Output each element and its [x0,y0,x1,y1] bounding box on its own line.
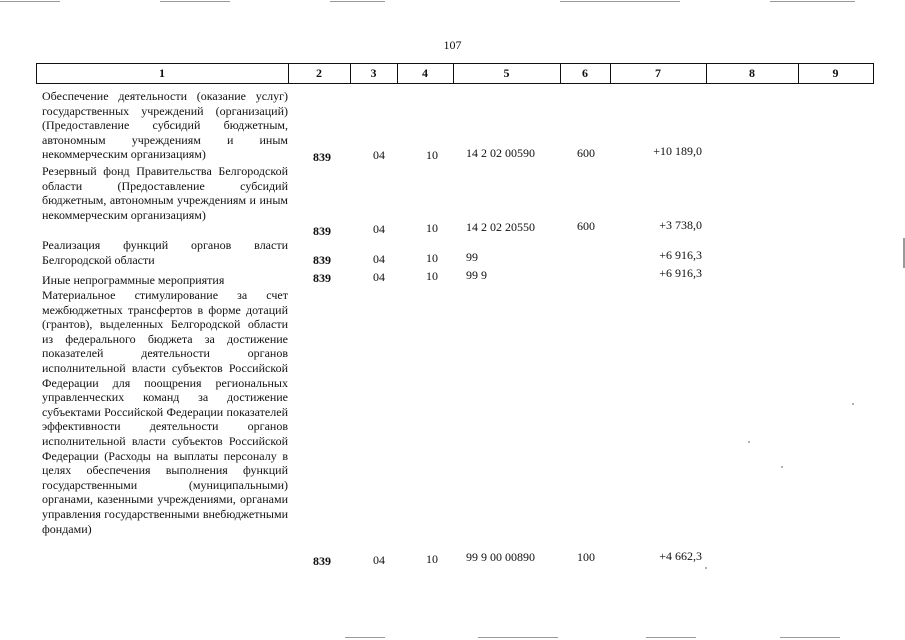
row-section: 04 [373,222,385,236]
row-subsection: 10 [426,552,438,566]
scan-edge-mark [345,637,385,638]
header-bottom-rule [36,83,874,84]
row-admin-code: 839 [313,224,331,238]
row-amount: +4 662,3 [659,549,702,563]
row-subsection: 10 [426,251,438,265]
scan-edge-mark [780,637,840,638]
scan-speck [705,567,707,569]
row-amount: +3 738,0 [659,218,702,232]
table-header [36,63,874,83]
row-description: Иные непрограммные мероприятия [42,273,225,287]
column-header-6: 6 [582,66,588,80]
row-section: 04 [373,553,385,567]
row-description: Обеспечение деятельности (оказание услуг) государственных учреждений (организаций) (Предоставление субсидий бюджетным, автономным учреждениям и иным некоммерческим организациям) [42,89,288,162]
row-amount: +10 189,0 [653,144,702,158]
row-admin-code: 839 [313,554,331,568]
column-header-1: 1 [159,66,165,80]
row-admin-code: 839 [313,253,331,267]
scan-speck [781,466,783,468]
scan-edge-mark [478,637,558,638]
header-divider [873,63,874,83]
column-header-3: 3 [370,66,377,80]
row-target-article: 14 2 02 00590 [466,146,535,160]
row-target-article: 99 9 [466,268,487,282]
row-amount: +6 916,3 [659,266,702,280]
row-target-article: 14 2 02 20550 [466,220,535,234]
row-admin-code: 839 [313,150,331,164]
row-subsection: 10 [426,221,438,235]
row-subsection: 10 [426,269,438,283]
column-header-4: 4 [422,66,428,80]
scan-edge-mark [770,1,855,2]
column-header-9: 9 [832,66,839,80]
row-target-article: 99 9 00 00890 [466,550,535,564]
scan-speck [852,403,854,405]
scan-edge-mark [330,1,385,2]
header-top-rule [36,63,874,64]
column-header-5: 5 [503,66,510,80]
row-amount: +6 916,3 [659,248,702,262]
row-section: 04 [373,148,385,162]
row-section: 04 [373,252,385,266]
scan-edge-mark [646,637,696,638]
row-description: Резервный фонд Правительства Белгородской области (Предоставление субсидий бюджетным, автономным учреждениям и иным некоммерческим организациям) [42,164,288,222]
scan-edge-mark [0,1,60,2]
column-header-2: 2 [316,66,322,80]
row-description: Реализация функций органов власти Белгородской области [42,238,288,267]
row-expense-type: 600 [577,219,595,233]
column-header-7: 7 [655,66,661,80]
row-subsection: 10 [426,148,438,162]
scan-edge-mark [160,1,230,2]
page-number: 107 [443,38,462,52]
row-expense-type: 600 [577,146,595,160]
scan-speck [748,441,750,443]
row-section: 04 [373,270,385,284]
scan-edge-mark [560,1,680,2]
column-header-8: 8 [749,66,755,80]
row-expense-type: 100 [577,550,595,564]
row-target-article: 99 [466,250,478,264]
row-description: Материальное стимулирование за счет межбюджетных трансфертов в форме дотаций (грантов), выделенных Белгородской области из федерального бюджета за достижение показателей деятельности органов исполнительной власти субъектов Российской Федерации для поощрения региональных управленческих команд за достижение субъектами Российской Федерации показателей эффективности деятельности органов исполнительной власти субъектов Российской Федерации (Расходы на выплаты персоналу в целях обеспечения выполнения функций государственными (муниципальными) органами, казенными учреждениями, органами управления государственными внебюджетными фондами) [42,288,288,536]
row-admin-code: 839 [313,271,331,285]
